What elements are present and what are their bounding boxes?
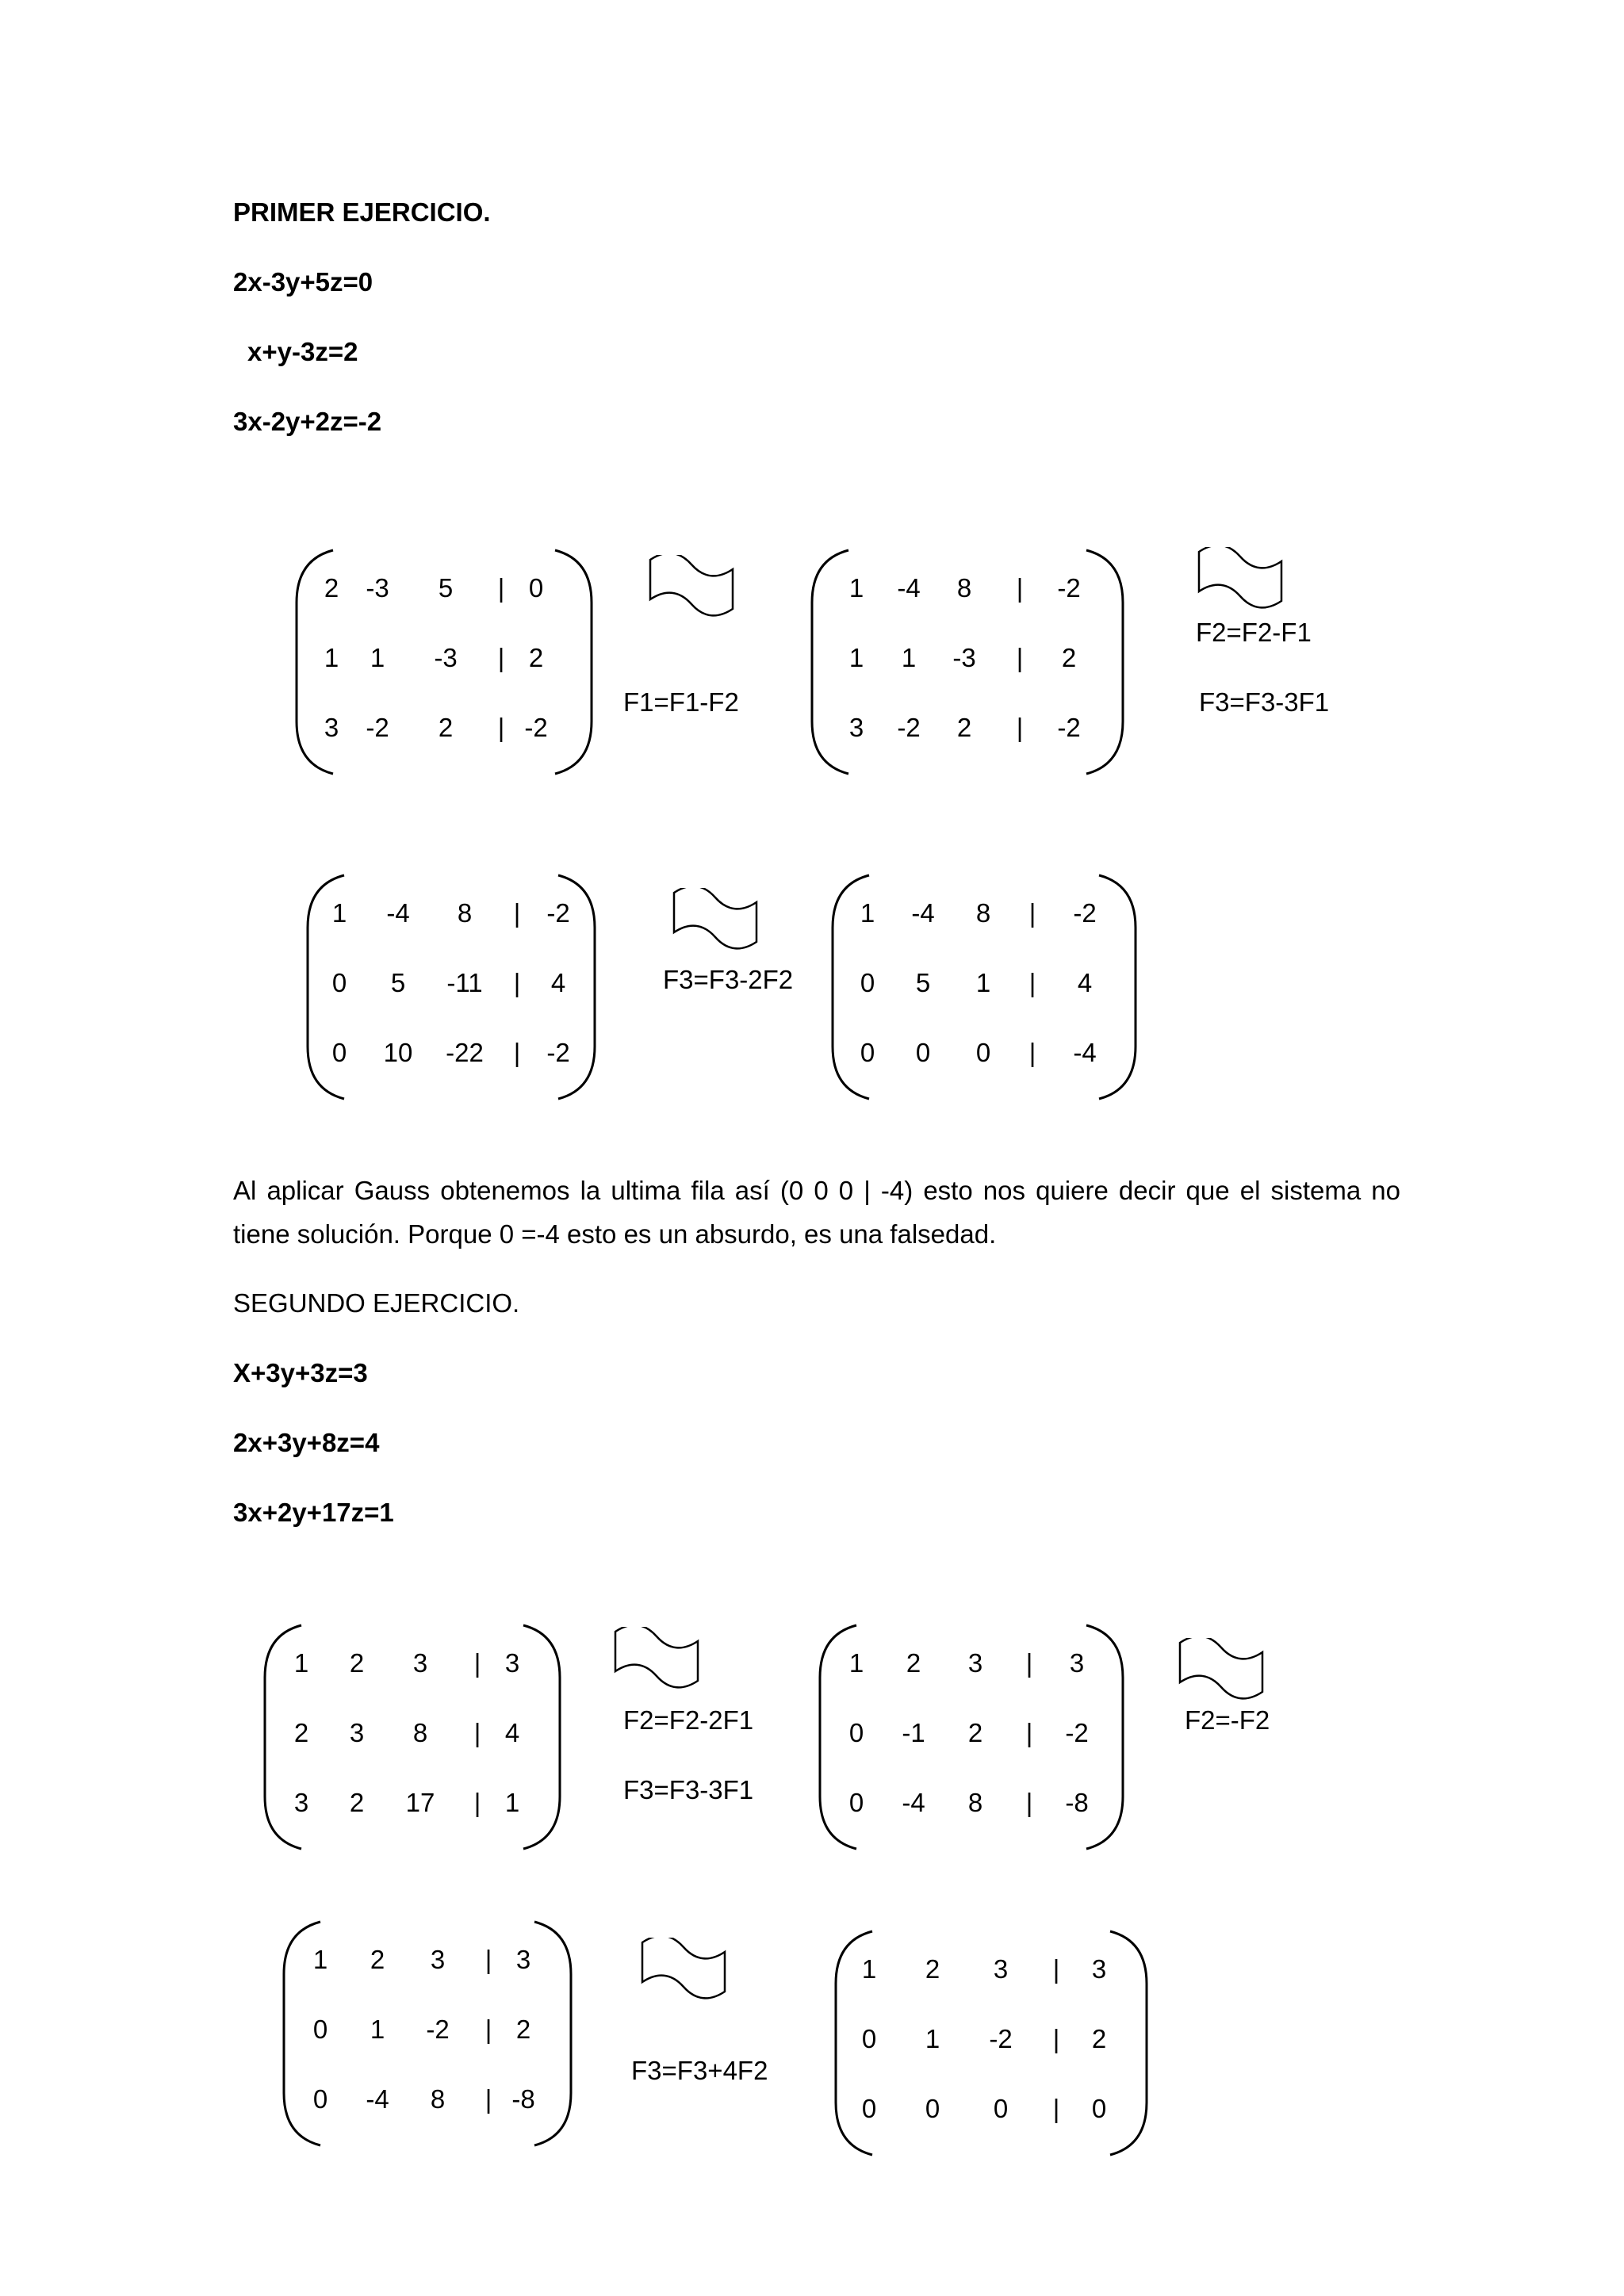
wavy-flag-equivalence-icon	[647, 555, 736, 617]
matrix-cell: -4	[386, 898, 410, 928]
matrix-cell: 0	[312, 2084, 328, 2114]
matrix	[829, 872, 1139, 1102]
matrix-separator: |	[513, 898, 521, 928]
equation-1-3: 3x-2y+2z=-2	[233, 407, 382, 436]
matrix	[262, 1622, 563, 1852]
matrix-cell: 2	[293, 1718, 309, 1747]
matrix-cell: 3	[1091, 1954, 1107, 1984]
matrix-cell: 1	[901, 643, 917, 672]
matrix-cell: -1	[902, 1718, 925, 1747]
matrix-cell: 0	[860, 968, 875, 997]
matrix-cell: 0	[861, 2024, 877, 2053]
matrix-cell: -8	[1065, 1788, 1089, 1817]
matrix-cell: -2	[524, 713, 548, 742]
matrix-cell: 8	[967, 1788, 983, 1817]
wavy-flag-equivalence-icon	[1177, 1638, 1266, 1700]
matrix-cell: -2	[1057, 713, 1081, 742]
wavy-flag-equivalence-icon	[671, 888, 760, 950]
matrix-cell: 8	[975, 898, 991, 928]
matrix-cell: 2	[370, 1945, 385, 1974]
wavy-flag-equivalence-icon	[1196, 547, 1285, 609]
matrix-separator: |	[473, 1718, 481, 1747]
matrix-row	[293, 710, 595, 745]
matrix-cell: 1	[331, 898, 347, 928]
matrix-cell: 4	[504, 1718, 520, 1747]
matrix-cell: 1	[848, 643, 864, 672]
matrix-cell: 0	[848, 1718, 864, 1747]
matrix-cell: 3	[430, 1945, 446, 1974]
row-operation-label: F3=F3-3F1	[623, 1775, 754, 1804]
matrix-row	[809, 710, 1126, 745]
conclusion-paragraph: Al aplicar Gauss obtenemos la ultima fila así (0 0 0 | -4) esto nos quiere decir que el sistema no tiene solución. Porque 0 =-4 esto es un absurdo, es una falsedad.	[233, 1176, 1400, 1249]
matrix-cell: 3	[504, 1648, 520, 1678]
matrix-row	[293, 571, 595, 606]
matrix-separator: |	[485, 1945, 492, 1974]
equation-2-2: 2x+3y+8z=4	[233, 1428, 380, 1457]
matrix	[809, 547, 1126, 777]
matrix-cell: 3	[324, 713, 339, 742]
matrix-cell: 3	[412, 1648, 428, 1678]
matrix-cell: 1	[312, 1945, 328, 1974]
row-operation-label: F2=F2-2F1	[623, 1705, 754, 1735]
matrix-cell: 2	[925, 1954, 940, 1984]
matrix-cell: -4	[366, 2084, 389, 2114]
matrix-cell: -4	[1073, 1038, 1097, 1067]
equation-2-3: 3x+2y+17z=1	[233, 1498, 394, 1527]
matrix-cell: 2	[324, 573, 339, 603]
matrix-separator: |	[497, 643, 505, 672]
row-operation-label: F3=F3+4F2	[631, 2056, 768, 2085]
matrix-cell: 0	[975, 1038, 991, 1067]
matrix-row	[829, 896, 1139, 931]
matrix-cell: 2	[528, 643, 544, 672]
matrix-row	[833, 2022, 1150, 2057]
matrix-cell: -22	[446, 1038, 484, 1067]
matrix-row	[809, 571, 1126, 606]
matrix-separator: |	[1052, 2024, 1060, 2053]
matrix-cell: -2	[1057, 573, 1081, 603]
matrix-cell: -2	[1065, 1718, 1089, 1747]
matrix	[817, 1622, 1126, 1852]
matrix-cell: 5	[438, 573, 454, 603]
row-operation-label: F1=F1-F2	[623, 687, 739, 717]
matrix-cell: 1	[861, 1954, 877, 1984]
matrix-cell: 2	[1091, 2024, 1107, 2053]
matrix-separator: |	[497, 713, 505, 742]
exercise-1-title: PRIMER EJERCICIO.	[233, 197, 491, 227]
matrix-cell: 1	[504, 1788, 520, 1817]
matrix-separator: |	[473, 1788, 481, 1817]
matrix-cell: -3	[434, 643, 458, 672]
matrix-cell: 2	[515, 2015, 531, 2044]
matrix-row	[262, 1646, 563, 1681]
matrix-cell: 4	[550, 968, 566, 997]
matrix-row	[817, 1716, 1126, 1751]
matrix-cell: 8	[956, 573, 972, 603]
matrix	[833, 1928, 1150, 2158]
matrix-cell: -2	[1073, 898, 1097, 928]
matrix-separator: |	[1025, 1718, 1033, 1747]
matrix-cell: -4	[897, 573, 921, 603]
matrix-row	[833, 1952, 1150, 1987]
matrix-cell: 3	[349, 1718, 365, 1747]
matrix-separator: |	[1025, 1788, 1033, 1817]
matrix-cell: 3	[967, 1648, 983, 1678]
matrix-separator: |	[497, 573, 505, 603]
matrix-row	[829, 966, 1139, 1001]
matrix-cell: 5	[915, 968, 931, 997]
matrix-row	[281, 2012, 574, 2047]
matrix-cell: 3	[993, 1954, 1009, 1984]
matrix-separator: |	[1028, 1038, 1036, 1067]
matrix-separator: |	[1025, 1648, 1033, 1678]
matrix-separator: |	[1016, 713, 1024, 742]
matrix-cell: 17	[405, 1788, 435, 1817]
matrix-cell: 5	[390, 968, 406, 997]
matrix-cell: 2	[438, 713, 454, 742]
matrix-cell: -2	[897, 713, 921, 742]
matrix-cell: -4	[911, 898, 935, 928]
matrix-cell: 8	[457, 898, 473, 928]
matrix-separator: |	[473, 1648, 481, 1678]
matrix-cell: 1	[370, 643, 385, 672]
matrix-row	[809, 641, 1126, 675]
row-operation-label: F3=F3-3F1	[1199, 687, 1330, 717]
matrix-row	[817, 1785, 1126, 1820]
matrix-cell: -3	[366, 573, 389, 603]
equation-1-2: x+y-3z=2	[247, 337, 358, 366]
matrix-separator: |	[513, 1038, 521, 1067]
matrix-cell: -4	[902, 1788, 925, 1817]
matrix-cell: 2	[967, 1718, 983, 1747]
matrix-row	[281, 1942, 574, 1977]
matrix-separator: |	[1028, 968, 1036, 997]
matrix-row	[829, 1035, 1139, 1070]
matrix-cell: -2	[546, 1038, 570, 1067]
matrix-cell: 1	[293, 1648, 309, 1678]
matrix-row	[262, 1785, 563, 1820]
matrix-cell: 10	[383, 1038, 413, 1067]
equation-2-1: X+3y+3z=3	[233, 1358, 368, 1387]
matrix-cell: 3	[1069, 1648, 1085, 1678]
matrix-cell: 1	[370, 2015, 385, 2044]
matrix-cell: 1	[925, 2024, 940, 2053]
row-operation-label: F2=-F2	[1185, 1705, 1270, 1735]
matrix-row	[304, 1035, 598, 1070]
matrix-row	[833, 2091, 1150, 2126]
wavy-flag-equivalence-icon	[612, 1627, 701, 1689]
matrix-cell: 0	[860, 1038, 875, 1067]
matrix-cell: 1	[324, 643, 339, 672]
matrix-cell: 0	[915, 1038, 931, 1067]
row-operation-label: F2=F2-F1	[1196, 618, 1312, 647]
matrix-cell: -8	[511, 2084, 535, 2114]
matrix-row	[304, 896, 598, 931]
matrix-row	[817, 1646, 1126, 1681]
matrix-cell: 3	[293, 1788, 309, 1817]
matrix-cell: -2	[989, 2024, 1013, 2053]
matrix-cell: -11	[446, 968, 483, 997]
matrix-cell: 3	[848, 713, 864, 742]
matrix-separator: |	[1016, 573, 1024, 603]
matrix-cell: -2	[366, 713, 389, 742]
matrix-separator: |	[485, 2015, 492, 2044]
matrix	[293, 547, 595, 777]
matrix-separator: |	[1052, 2094, 1060, 2123]
matrix-separator: |	[1016, 643, 1024, 672]
matrix-cell: 2	[349, 1788, 365, 1817]
row-operation-label: F3=F3-2F2	[663, 965, 794, 994]
matrix-cell: 0	[993, 2094, 1009, 2123]
wavy-flag-equivalence-icon	[639, 1938, 728, 1999]
matrix-cell: 0	[1091, 2094, 1107, 2123]
matrix-cell: 1	[848, 1648, 864, 1678]
matrix-cell: 0	[925, 2094, 940, 2123]
matrix-cell: -2	[546, 898, 570, 928]
matrix-cell: 0	[331, 1038, 347, 1067]
matrix-separator: |	[513, 968, 521, 997]
matrix-cell: 3	[515, 1945, 531, 1974]
matrix	[281, 1919, 574, 2149]
matrix-cell: 4	[1077, 968, 1093, 997]
matrix-cell: 0	[312, 2015, 328, 2044]
matrix-cell: 0	[528, 573, 544, 603]
matrix-cell: 2	[906, 1648, 921, 1678]
matrix-cell: 0	[861, 2094, 877, 2123]
matrix-separator: |	[1052, 1954, 1060, 1984]
matrix-row	[262, 1716, 563, 1751]
matrix-row	[293, 641, 595, 675]
matrix-cell: 1	[975, 968, 991, 997]
matrix-cell: 2	[349, 1648, 365, 1678]
exercise-2-title: SEGUNDO EJERCICIO.	[233, 1288, 520, 1318]
matrix-cell: 0	[331, 968, 347, 997]
matrix-cell: -3	[952, 643, 976, 672]
matrix-row	[304, 966, 598, 1001]
matrix-cell: -2	[426, 2015, 450, 2044]
matrix-row	[281, 2082, 574, 2117]
matrix	[304, 872, 598, 1102]
matrix-cell: 8	[430, 2084, 446, 2114]
matrix-cell: 1	[848, 573, 864, 603]
matrix-cell: 1	[860, 898, 875, 928]
matrix-cell: 0	[848, 1788, 864, 1817]
matrix-cell: 2	[1061, 643, 1077, 672]
matrix-separator: |	[485, 2084, 492, 2114]
matrix-cell: 2	[956, 713, 972, 742]
matrix-separator: |	[1028, 898, 1036, 928]
matrix-cell: 8	[412, 1718, 428, 1747]
equation-1-1: 2x-3y+5z=0	[233, 267, 373, 297]
